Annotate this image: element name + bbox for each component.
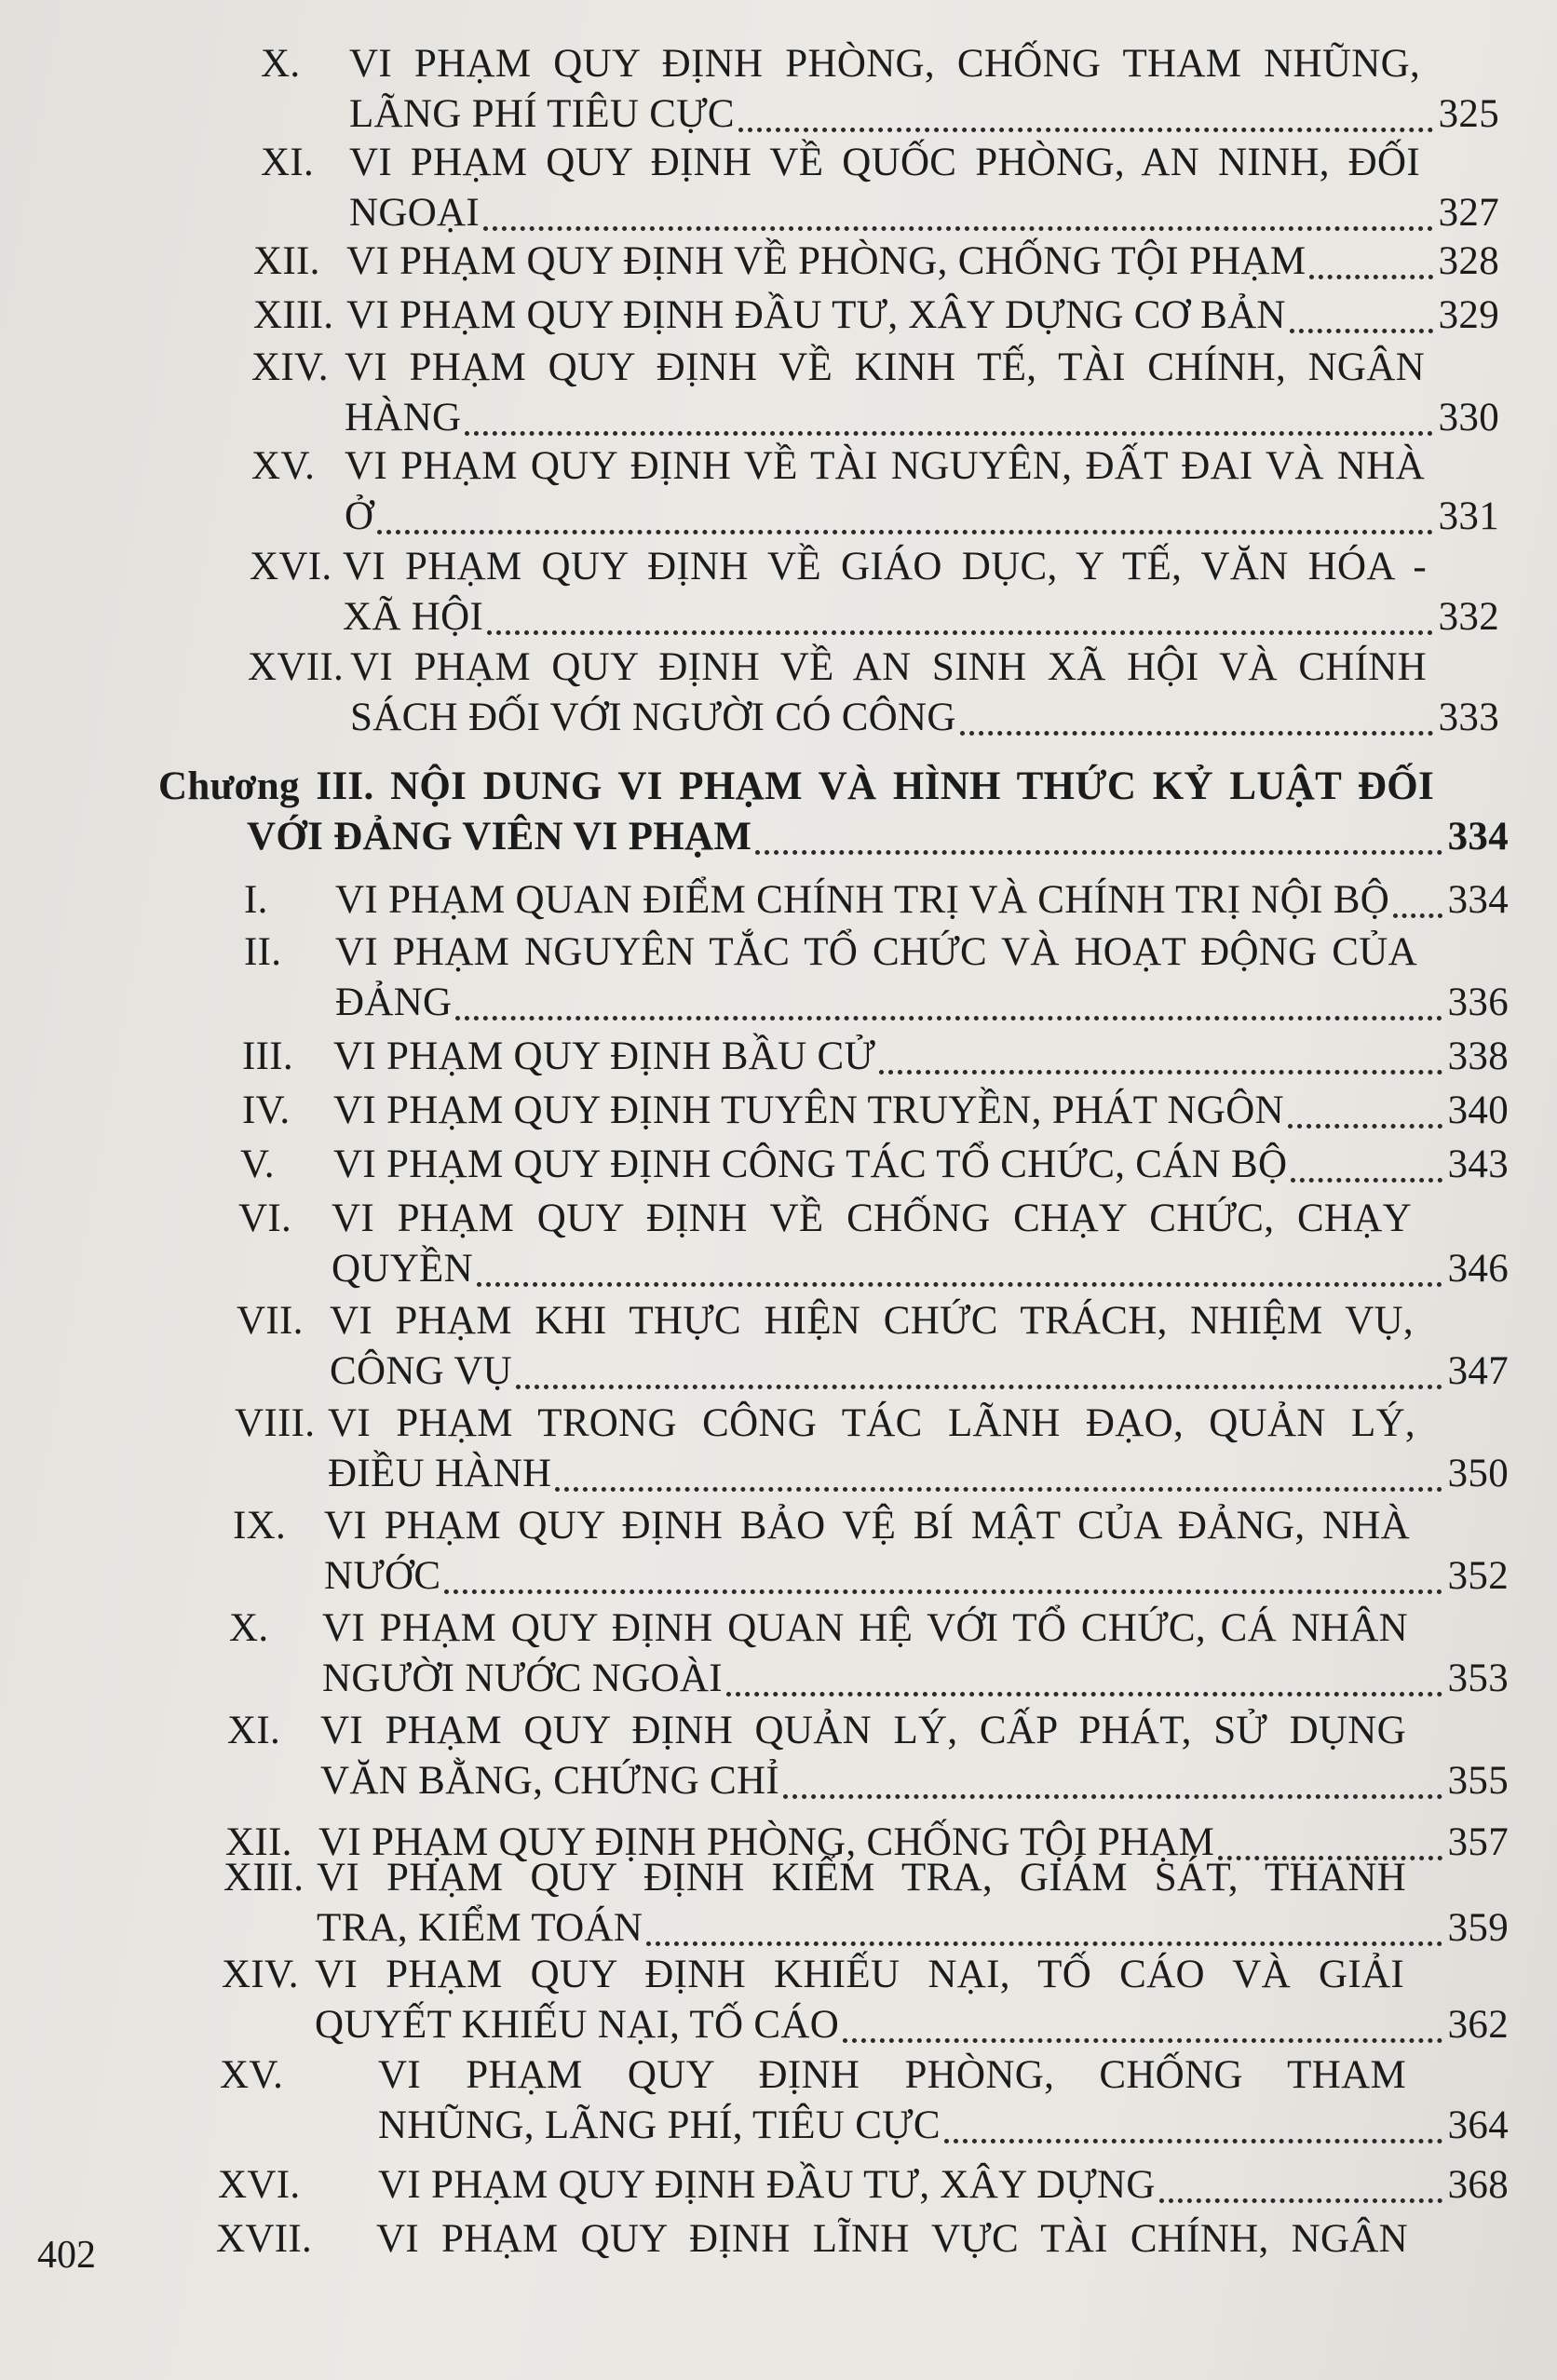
entry-title: VI PHẠM QUY ĐỊNH ĐẦU TƯ, XÂY DỰNG CƠ BẢN 329 bbox=[346, 291, 1499, 341]
entry-title-line2: QUYỀN 346 bbox=[332, 1244, 1509, 1294]
entry-title: VI PHẠM QUAN ĐIỂM CHÍNH TRỊ VÀ CHÍNH TRỊ NỘI BỘ 334 bbox=[335, 875, 1509, 926]
leader-dots bbox=[555, 1454, 1442, 1492]
page-number: 352 bbox=[1447, 1554, 1509, 1598]
page-number: 362 bbox=[1447, 2003, 1509, 2047]
entry-number: II. bbox=[244, 930, 282, 974]
entry-title-line2: VĂN BẰNG, CHỨNG CHỈ 355 bbox=[320, 1756, 1509, 1806]
entry-title-line2: HÀNG 330 bbox=[345, 393, 1499, 443]
leader-dots bbox=[487, 597, 1433, 635]
entry-number: XI. bbox=[227, 1709, 281, 1752]
toc-entry bbox=[237, 1296, 1509, 1399]
entry-number: XVII. bbox=[216, 2217, 312, 2261]
leader-dots bbox=[465, 398, 1432, 436]
entry-title-line2: SÁCH ĐỐI VỚI NGƯỜI CÓ CÔNG 333 bbox=[350, 693, 1499, 743]
entry-title-line1: VI PHẠM QUY ĐỊNH VỀ TÀI NGUYÊN, ĐẤT ĐAI VÀ NHÀ bbox=[345, 444, 1425, 488]
page-number: 355 bbox=[1447, 1759, 1509, 1803]
page-number: 347 bbox=[1447, 1349, 1509, 1393]
page-number: 325 bbox=[1438, 92, 1499, 136]
entry-title-line1: VI PHẠM QUY ĐỊNH KHIẾU NẠI, TỐ CÁO VÀ GIẢI bbox=[315, 1953, 1404, 1996]
entry-number: XII. bbox=[225, 1820, 292, 1864]
entry-title-line2: NGOẠI 327 bbox=[349, 188, 1499, 238]
entry-title-line1: VI PHẠM KHI THỰC HIỆN CHỨC TRÁCH, NHIỆM VỤ, bbox=[330, 1299, 1414, 1343]
leader-dots bbox=[1159, 2165, 1442, 2203]
toc-entry bbox=[261, 138, 1499, 240]
entry-title-line1: VI PHẠM QUY ĐỊNH VỀ CHỐNG CHẠY CHỨC, CHẠY bbox=[332, 1197, 1412, 1240]
entry-number: III. bbox=[242, 1034, 293, 1078]
leader-dots bbox=[483, 193, 1433, 231]
page-number: 333 bbox=[1438, 696, 1499, 739]
toc-entry bbox=[253, 291, 1499, 343]
toc-entry bbox=[227, 1706, 1509, 1808]
entry-title-line2: LÃNG PHÍ TIÊU CỰC 325 bbox=[349, 89, 1499, 140]
leader-dots bbox=[960, 697, 1433, 736]
leader-dots bbox=[516, 1351, 1442, 1389]
page-number: 329 bbox=[1438, 293, 1499, 337]
page-number: 343 bbox=[1447, 1143, 1509, 1186]
leader-dots bbox=[726, 1658, 1442, 1697]
leader-dots bbox=[1290, 295, 1433, 333]
toc-entry bbox=[220, 2050, 1509, 2153]
entry-number: IX. bbox=[233, 1504, 287, 1548]
entry-title-line2: TRA, KIỂM TOÁN 359 bbox=[317, 1903, 1509, 1954]
toc-entry bbox=[253, 237, 1499, 289]
leader-dots bbox=[843, 2005, 1442, 2043]
page-number: 350 bbox=[1447, 1452, 1509, 1495]
toc-entry bbox=[251, 343, 1499, 445]
page-folio: 402 bbox=[37, 2234, 96, 2277]
page-number: 364 bbox=[1447, 2103, 1509, 2147]
page-number: 357 bbox=[1447, 1820, 1509, 1864]
toc-entry bbox=[216, 2214, 1509, 2266]
entry-title-line1: VI PHẠM QUY ĐỊNH LĨNH VỰC TÀI CHÍNH, NGÂN bbox=[376, 2217, 1408, 2261]
entry-number: XVI. bbox=[250, 545, 332, 588]
page-number: 359 bbox=[1447, 1906, 1509, 1950]
entry-title-line2: QUYẾT KHIẾU NẠI, TỐ CÁO 362 bbox=[315, 2000, 1509, 2050]
entry-title-line1: VI PHẠM QUY ĐỊNH KIỂM TRA, GIÁM SÁT, THANH bbox=[317, 1856, 1406, 1900]
page-number: 331 bbox=[1438, 494, 1499, 538]
leader-dots bbox=[783, 1761, 1442, 1799]
entry-title-line1: VI PHẠM QUY ĐỊNH BẢO VỆ BÍ MẬT CỦA ĐẢNG, NHÀ bbox=[324, 1504, 1410, 1548]
leader-dots bbox=[477, 1249, 1442, 1287]
toc-entry bbox=[222, 1950, 1509, 2052]
page-number: 336 bbox=[1447, 980, 1509, 1024]
page-number: 330 bbox=[1438, 396, 1499, 439]
toc-entry bbox=[242, 1086, 1509, 1138]
entry-title-line1: VI PHẠM QUY ĐỊNH VỀ GIÁO DỤC, Y TẾ, VĂN HÓA - bbox=[343, 545, 1427, 588]
page-number: 346 bbox=[1447, 1247, 1509, 1291]
entry-number: VIII. bbox=[235, 1401, 316, 1445]
entry-title-line1: VI PHẠM QUY ĐỊNH PHÒNG, CHỐNG THAM bbox=[378, 2053, 1406, 2097]
toc-entry bbox=[240, 1140, 1509, 1192]
leader-dots bbox=[944, 2105, 1442, 2143]
entry-title-line2: XÃ HỘI 332 bbox=[343, 592, 1499, 642]
toc-entry bbox=[248, 642, 1499, 745]
entry-title-line2: Ở 331 bbox=[345, 492, 1499, 542]
entry-number: XIV. bbox=[251, 345, 329, 389]
entry-number: VII. bbox=[237, 1299, 304, 1343]
entry-title-line2: NGƯỜI NƯỚC NGOÀI 353 bbox=[322, 1654, 1509, 1704]
toc-entry bbox=[235, 1399, 1509, 1501]
toc-entry bbox=[229, 1603, 1509, 1706]
toc-entry bbox=[250, 542, 1499, 644]
toc-entry bbox=[238, 1194, 1509, 1296]
chapter-title-line2: VỚI ĐẢNG VIÊN VI PHẠM 334 bbox=[247, 812, 1509, 862]
entry-number: XV. bbox=[220, 2053, 284, 2097]
page-number: 340 bbox=[1447, 1089, 1509, 1132]
entry-number: XI. bbox=[261, 141, 315, 184]
page-number: 328 bbox=[1438, 239, 1499, 283]
entry-title-line1: VI PHẠM QUY ĐỊNH VỀ AN SINH XÃ HỘI VÀ CHÍNH bbox=[350, 645, 1427, 689]
leader-dots bbox=[879, 1036, 1442, 1075]
entry-number: X. bbox=[261, 42, 301, 86]
entry-title-line2: ĐẢNG 336 bbox=[335, 978, 1509, 1028]
entry-title-line1: VI PHẠM QUY ĐỊNH QUẢN LÝ, CẤP PHÁT, SỬ DỤNG bbox=[320, 1709, 1406, 1752]
entry-number: XIII. bbox=[253, 293, 334, 337]
entry-title: VI PHẠM QUY ĐỊNH VỀ PHÒNG, CHỐNG TỘI PHẠM 328 bbox=[346, 237, 1499, 287]
entry-title: VI PHẠM QUY ĐỊNH PHÒNG, CHỐNG TỘI PHẠM 357 bbox=[318, 1818, 1509, 1868]
entry-number: X. bbox=[229, 1606, 269, 1650]
toc-entry bbox=[261, 39, 1499, 142]
entry-title: VI PHẠM QUY ĐỊNH BẦU CỬ 338 bbox=[333, 1032, 1509, 1082]
leader-dots bbox=[738, 94, 1433, 132]
entry-title-line1: VI PHẠM QUY ĐỊNH QUAN HỆ VỚI TỔ CHỨC, CÁ NHÂN bbox=[322, 1606, 1408, 1650]
entry-number: XIV. bbox=[222, 1953, 299, 1996]
chapter-title-line1: Chương III. NỘI DUNG VI PHẠM VÀ HÌNH THỨC KỶ LUẬT ĐỐI bbox=[158, 764, 1434, 808]
entry-title: VI PHẠM QUY ĐỊNH CÔNG TÁC TỔ CHỨC, CÁN BỘ 343 bbox=[333, 1140, 1509, 1190]
toc-entry bbox=[242, 1032, 1509, 1084]
leader-dots bbox=[1291, 1144, 1442, 1183]
entry-number: XII. bbox=[253, 239, 320, 283]
page-number: 332 bbox=[1438, 595, 1499, 639]
entry-number: XIII. bbox=[223, 1856, 305, 1900]
chapter-heading bbox=[158, 762, 1509, 864]
page-number: 334 bbox=[1447, 815, 1509, 859]
entry-number: XV. bbox=[251, 444, 316, 488]
toc-entry bbox=[233, 1501, 1509, 1603]
toc-entry bbox=[218, 2160, 1509, 2212]
entry-title: VI PHẠM QUY ĐỊNH ĐẦU TƯ, XÂY DỰNG 368 bbox=[378, 2160, 1509, 2211]
entry-title-line1: VI PHẠM QUY ĐỊNH VỀ KINH TẾ, TÀI CHÍNH, NGÂN bbox=[345, 345, 1425, 389]
entry-title-line1: VI PHẠM QUY ĐỊNH PHÒNG, CHỐNG THAM NHŨNG, bbox=[349, 42, 1420, 86]
leader-dots bbox=[1288, 1090, 1442, 1129]
leader-dots bbox=[646, 1908, 1442, 1946]
entry-number: VI. bbox=[238, 1197, 292, 1240]
page-number: 368 bbox=[1447, 2163, 1509, 2207]
entry-title: VI PHẠM QUY ĐỊNH TUYÊN TRUYỀN, PHÁT NGÔN 340 bbox=[333, 1086, 1509, 1136]
entry-title-line2: NƯỚC 352 bbox=[324, 1551, 1509, 1602]
leader-dots bbox=[377, 496, 1432, 534]
entry-number: XVII. bbox=[248, 645, 344, 689]
page-number: 334 bbox=[1447, 878, 1509, 922]
leader-dots bbox=[444, 1556, 1442, 1594]
page-number: 338 bbox=[1447, 1034, 1509, 1078]
leader-dots bbox=[455, 982, 1442, 1021]
toc-entry bbox=[223, 1853, 1509, 1955]
toc-entry bbox=[244, 927, 1509, 1030]
entry-title-line2: CÔNG VỤ 347 bbox=[330, 1346, 1509, 1397]
leader-dots bbox=[1309, 241, 1432, 279]
leader-dots bbox=[1393, 880, 1442, 918]
entry-title-line1: VI PHẠM NGUYÊN TẮC TỔ CHỨC VÀ HOẠT ĐỘNG CỦA bbox=[335, 930, 1417, 974]
entry-title-line2: ĐIỀU HÀNH 350 bbox=[328, 1449, 1509, 1499]
entry-number: V. bbox=[240, 1143, 275, 1186]
entry-number: XVI. bbox=[218, 2163, 301, 2207]
page-number: 327 bbox=[1438, 191, 1499, 235]
toc-entry bbox=[251, 441, 1499, 544]
entry-title-line1: VI PHẠM QUY ĐỊNH VỀ QUỐC PHÒNG, AN NINH, ĐỐI bbox=[349, 141, 1420, 184]
entry-number: I. bbox=[244, 878, 268, 922]
entry-title-line1: VI PHẠM TRONG CÔNG TÁC LÃNH ĐẠO, QUẢN LÝ, bbox=[328, 1401, 1415, 1445]
entry-title-line2: NHŨNG, LÃNG PHÍ, TIÊU CỰC 364 bbox=[378, 2101, 1509, 2151]
entry-number: IV. bbox=[242, 1089, 291, 1132]
toc-entry bbox=[244, 875, 1509, 927]
leader-dots bbox=[755, 817, 1442, 855]
page-number: 353 bbox=[1447, 1657, 1509, 1700]
